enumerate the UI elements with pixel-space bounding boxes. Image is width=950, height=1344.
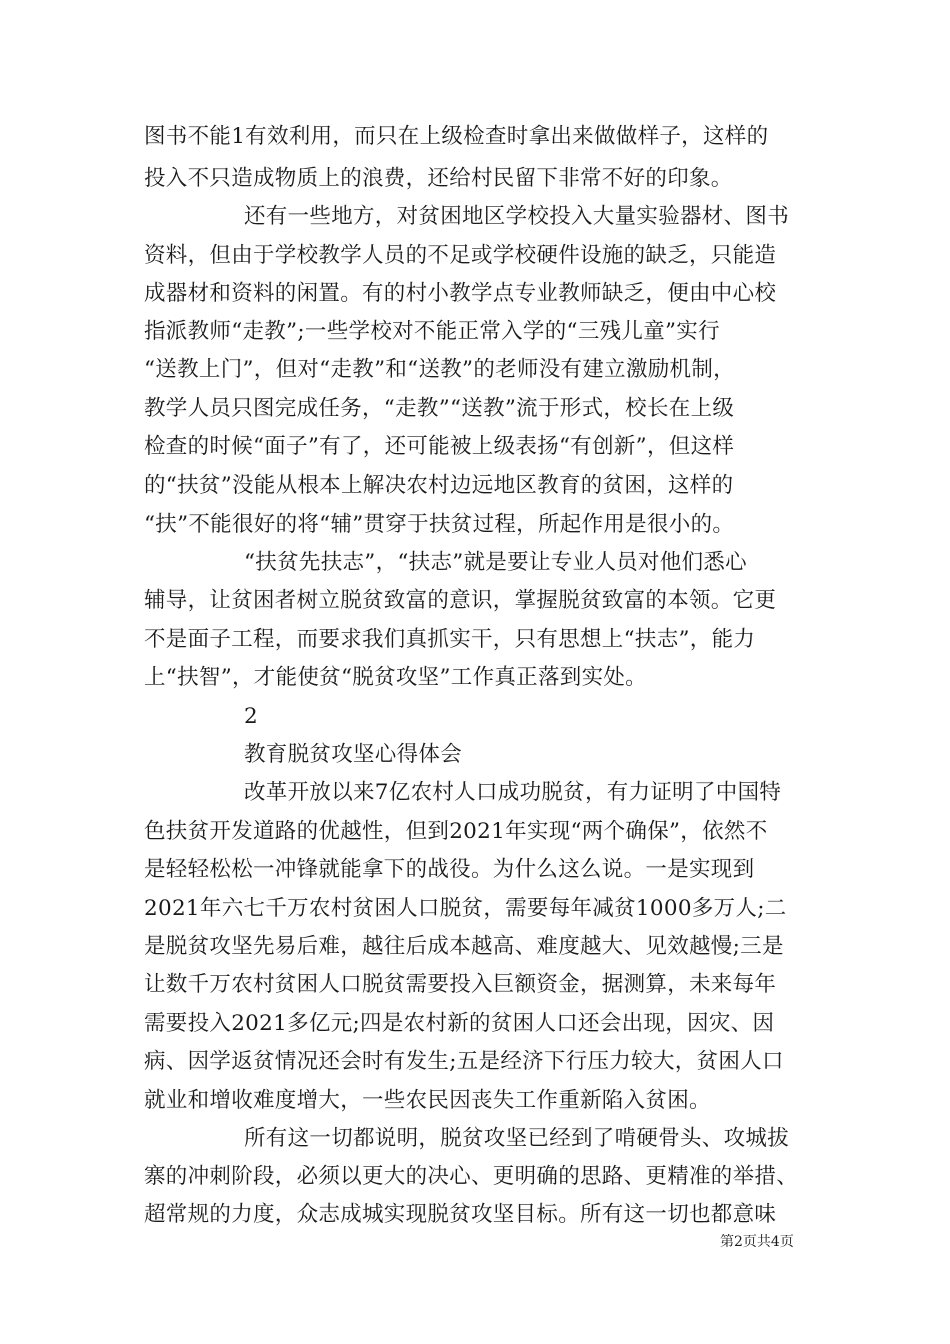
text-line: 辅导，让贫困者树立脱贫致富的意识，掌握脱贫致富的本领。它更 bbox=[144, 588, 777, 613]
text-line: 病、因学返贫情况还会时有发生;五是经济下行压力较大，贫困人口 bbox=[144, 1049, 784, 1074]
text-line: 色扶贫开发道路的优越性，但到2021年实现“两个确保”，依然不 bbox=[144, 819, 768, 844]
text-line: 2021年六七千万农村贫困人口脱贫，需要每年减贫1000多万人;二 bbox=[144, 896, 787, 921]
text-line: 让数千万农村贫困人口脱贫需要投入巨额资金，据测算，未来每年 bbox=[144, 972, 777, 997]
text-line: 上“扶智”，才能使贫“脱贫攻坚”工作真正落到实处。 bbox=[144, 665, 647, 690]
section-title: 教育脱贫攻坚心得体会 bbox=[244, 742, 463, 767]
text-line: 超常规的力度，众志成城实现脱贫攻坚目标。所有这一切也都意味 bbox=[144, 1202, 777, 1227]
text-line: 需要投入2021多亿元;四是农村新的贫困人口还会出现，因灾、因 bbox=[144, 1011, 775, 1036]
paragraph-start-line: 还有一些地方，对贫困地区学校投入大量实验器材、图书 bbox=[244, 204, 790, 229]
text-line: 是轻轻松松一冲锋就能拿下的战役。为什么这么说。一是实现到 bbox=[144, 857, 755, 882]
text-line: 检查的时候“面子”有了，还可能被上级表扬“有创新”，但这样 bbox=[144, 434, 735, 459]
text-line: “送教上门”，但对“走教”和“送教”的老师没有建立激励机制， bbox=[144, 357, 735, 382]
text-line: 图书不能1有效利用，而只在上级检查时拿出来做做样子，这样的 bbox=[144, 124, 769, 149]
text-line: 不是面子工程，而要求我们真抓实干，只有思想上“扶志”，能力 bbox=[144, 627, 756, 652]
paragraph-start-line: 所有这一切都说明，脱贫攻坚已经到了啃硬骨头、攻城拔 bbox=[244, 1126, 790, 1151]
paragraph-start-line: “扶贫先扶志”，“扶志”就是要让专业人员对他们悉心 bbox=[244, 550, 747, 575]
text-line: 成器材和资料的闲置。有的村小教学点专业教师缺乏，便由中心校 bbox=[144, 281, 777, 306]
text-line: 指派教师“走教”;一些学校对不能正常入学的“三残儿童”实行 bbox=[144, 319, 720, 344]
text-line: 投入不只造成物质上的浪费，还给村民留下非常不好的印象。 bbox=[144, 166, 733, 191]
text-line: 资料，但由于学校教学人员的不足或学校硬件设施的缺乏，只能造 bbox=[144, 243, 777, 268]
text-line: 寨的冲刺阶段，必须以更大的决心、更明确的思路、更精准的举措、 bbox=[144, 1164, 799, 1189]
paragraph-start-line: 改革开放以来7亿农村人口成功脱贫，有力证明了中国特 bbox=[244, 780, 782, 805]
text-line: 教学人员只图完成任务，“走教”“送教”流于形式，校长在上级 bbox=[144, 396, 735, 421]
page-footer: 第2页共4页 bbox=[720, 1234, 794, 1250]
page-number-marker: 2 bbox=[244, 704, 258, 729]
text-line: “扶”不能很好的将“辅”贯穿于扶贫过程，所起作用是很小的。 bbox=[144, 512, 735, 537]
text-line: 是脱贫攻坚先易后难，越往后成本越高、难度越大、见效越慢;三是 bbox=[144, 934, 784, 959]
text-line: 的“扶贫”没能从根本上解决农村边远地区教育的贫困，这样的 bbox=[144, 473, 734, 498]
text-line: 就业和增收难度增大，一些农民因丧失工作重新陷入贫困。 bbox=[144, 1088, 711, 1113]
